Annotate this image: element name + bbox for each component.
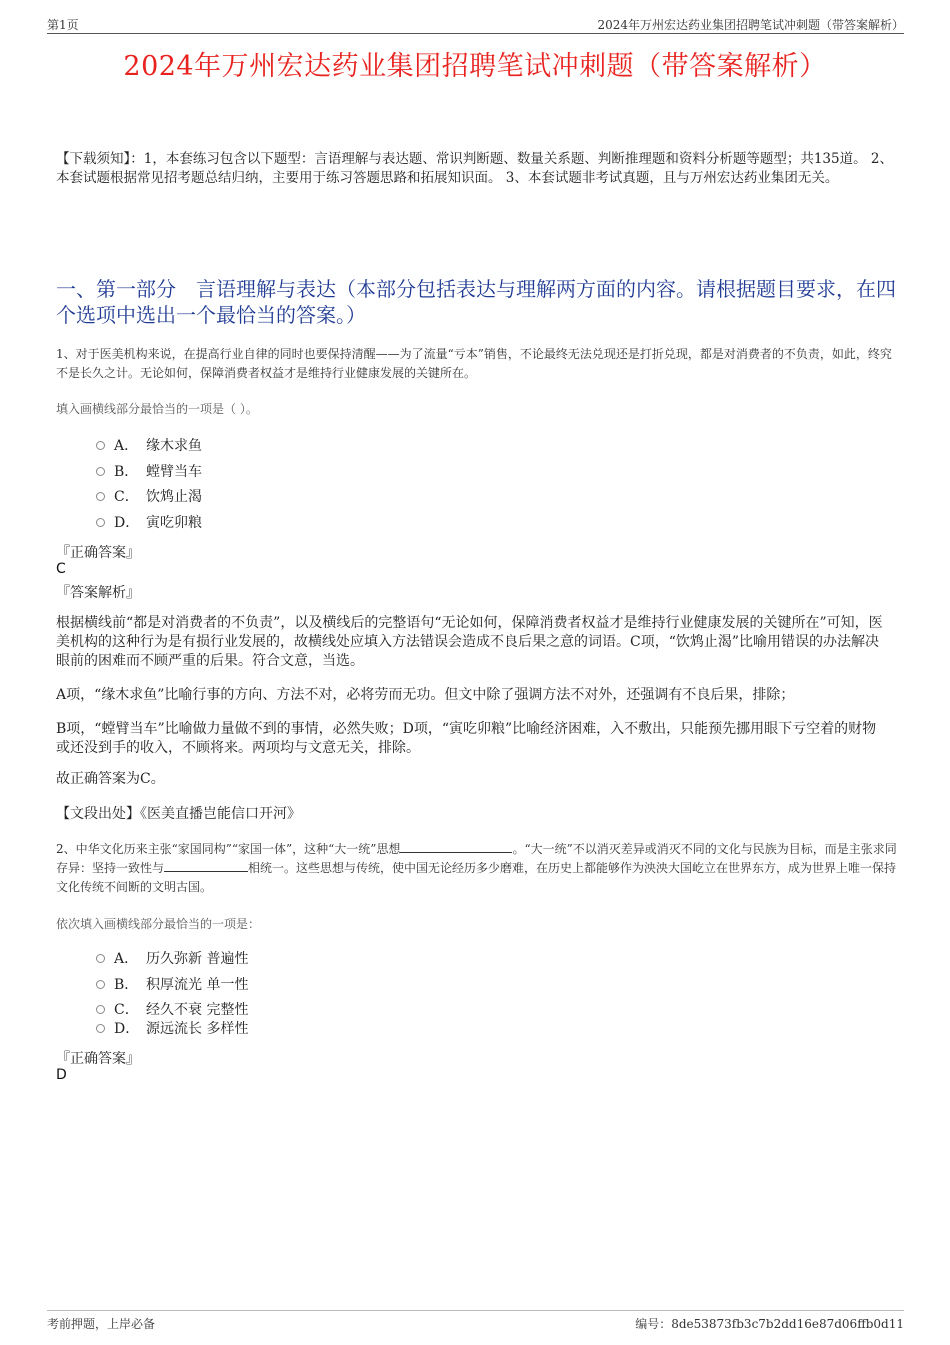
question-2-options xyxy=(96,948,496,1044)
question-1-prompt: 填入画横线部分最恰当的一项是（ ）。 xyxy=(56,402,258,416)
footer-slogan: 考前押题，上岸必备 xyxy=(47,1317,156,1331)
radio-button[interactable] xyxy=(96,1005,105,1014)
fill-blank xyxy=(400,840,512,853)
option-b[interactable]: B． 螳臂当车 xyxy=(96,461,496,487)
option-c[interactable]: C． 经久不衰 完整性 xyxy=(96,999,496,1018)
analysis-label: 『答案解析』 xyxy=(56,585,140,601)
document-id: 编号：8de53873fb3c7b2dd16e87d06ffb0d11 xyxy=(635,1317,904,1331)
download-notice: 【下载须知】：1，本套练习包含以下题型：言语理解与表达题、常识判断题、数量关系题、判断推理题和资料分析题等题型；共135道。 2、本套试题根据常见招考题总结归纳，主要用于练习答题思路和拓展知识面。 3、本套试题非考试真题，且与万州宏达药业集团无关。 xyxy=(56,151,893,186)
analysis-paragraph: A项，“缘木求鱼”比喻行事的方向、方法不对，必将劳而无功。但文中除了强调方法不对外，还强调有不良后果，排除； xyxy=(56,687,795,703)
correct-answer-label: 『正确答案』 xyxy=(56,545,140,561)
header-doc-name: 2024年万州宏达药业集团招聘笔试冲刺题（带答案解析） xyxy=(597,18,904,32)
page-footer xyxy=(47,1310,904,1331)
page-header xyxy=(47,14,904,34)
passage-source: 【文段出处】《医美直播岂能信口开河》 xyxy=(56,806,301,822)
radio-button[interactable] xyxy=(96,518,105,527)
option-d[interactable]: D． 寅吃卯粮 xyxy=(96,512,496,538)
analysis-paragraph: 根据横线前“都是对消费者的不负责”，以及横线后的完整语句“无论如何，保障消费者权益才是维持行业健康发展的关键所在”可知，医美机构的这种行为是有损行业发展的，故横线处应填入方法错误会造成不良后果之意的词语。C项，“饮鸩止渴”比喻用错误的办法解决眼前的困难而不顾严重的后果。符合文意，当选。 xyxy=(56,615,883,669)
radio-button[interactable] xyxy=(96,1024,105,1033)
section-heading: 一、第一部分 言语理解与表达（本部分包括表达与理解两方面的内容。请根据题目要求，在四个选项中选出一个最恰当的答案。） xyxy=(56,277,896,327)
option-d[interactable]: D． 源远流长 多样性 xyxy=(96,1018,496,1044)
radio-button[interactable] xyxy=(96,980,105,989)
document-title: 2024年万州宏达药业集团招聘笔试冲刺题（带答案解析） xyxy=(123,51,827,82)
page-number: 第1页 xyxy=(47,18,79,32)
question-1-text: 1、对于医美机构来说，在提高行业自律的同时也要保持清醒——为了流量“亏本”销售，不论最终无法兑现还是打折兑现，都是对消费者的不负责，如此，终究不是长久之计。无论如何，保障消费者权益才是维持行业健康发展的关键所在。 xyxy=(56,347,892,380)
option-a[interactable]: A． 缘木求鱼 xyxy=(96,435,496,461)
analysis-paragraph: B项，“螳臂当车”比喻做力量做不到的事情，必然失败；D项，“寅吃卯粮”比喻经济困难，入不敷出，只能预先挪用眼下亏空着的财物或还没到手的收入，不顾将来。两项均与文意无关，排除。 xyxy=(56,721,877,756)
option-c[interactable]: C． 饮鸩止渴 xyxy=(96,486,496,512)
option-b[interactable]: B． 积厚流光 单一性 xyxy=(96,974,496,1000)
question-2-prompt: 依次填入画横线部分最恰当的一项是： xyxy=(56,917,261,931)
question-2-text: 2、中华文化历来主张“家国同构”“家国一体”，这种“大一统”思想 。“大一统”不以消灭差异或消灭不同的文化与民族为目标，而是主张求同存异：坚持一致性与 相统一。这些思想与传统，使中国无论经历多少磨难，在历史上都能够作为泱泱大国屹立在世界东方，成为世界上唯一保持文化传统不间断的文明古国。 xyxy=(56,842,897,894)
correct-answer: D xyxy=(56,1067,67,1083)
fill-blank xyxy=(164,859,248,872)
radio-button[interactable] xyxy=(96,492,105,501)
radio-button[interactable] xyxy=(96,441,105,450)
question-1-options xyxy=(96,435,496,537)
correct-answer-label: 『正确答案』 xyxy=(56,1051,140,1067)
option-a[interactable]: A． 历久弥新 普遍性 xyxy=(96,948,496,974)
radio-button[interactable] xyxy=(96,467,105,476)
correct-answer: C xyxy=(56,561,66,577)
radio-button[interactable] xyxy=(96,954,105,963)
analysis-paragraph: 故正确答案为C。 xyxy=(56,771,165,787)
